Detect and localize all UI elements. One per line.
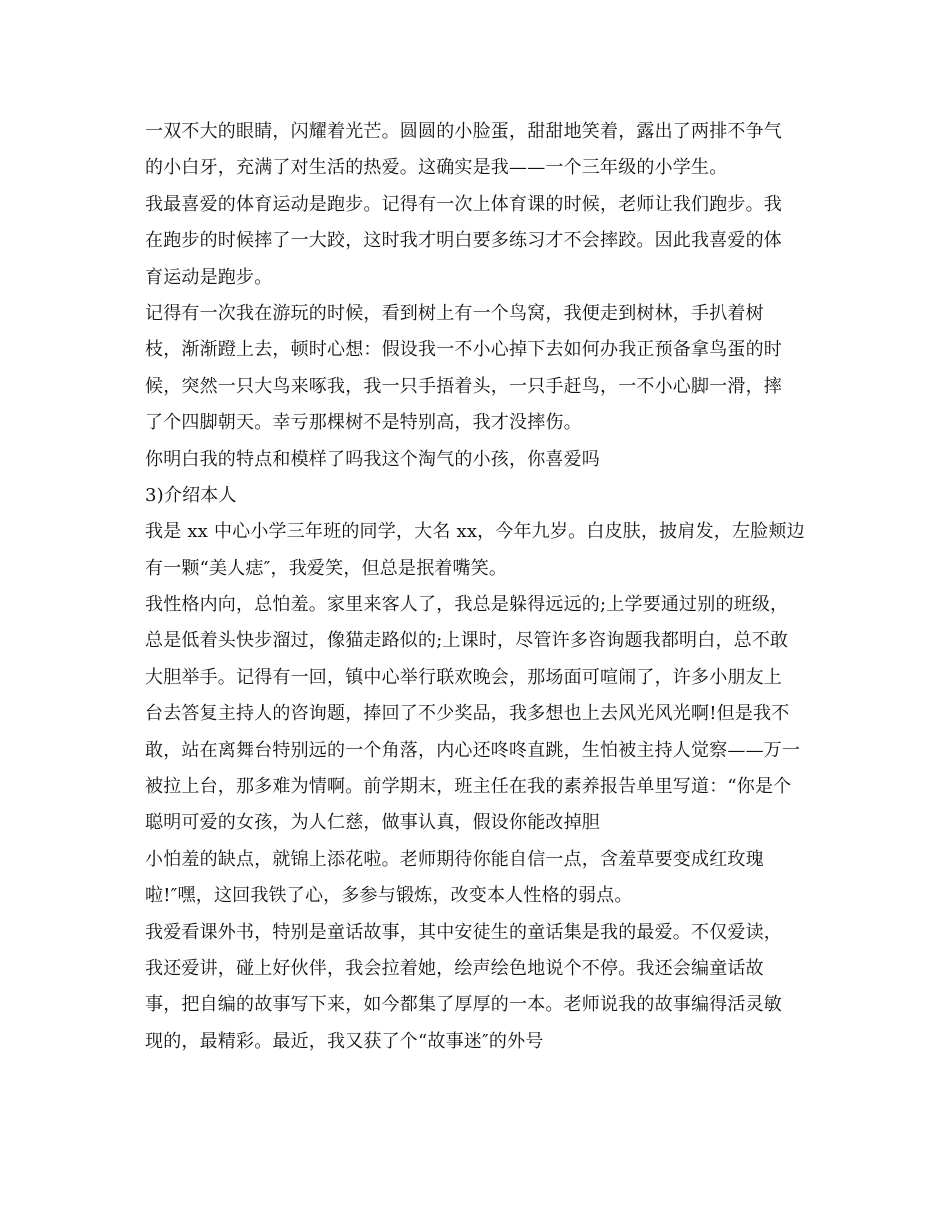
text-line: 台去答复主持人的咨询题，捧回了不少奖品，我多想也上去风光风光啊!但是我不 [145, 703, 790, 725]
text-line: 我爱看课外书，特别是童话故事，其中安徒生的童话集是我的最爱。不仅爱读， [145, 921, 782, 943]
text-line: 现的，最精彩。最近，我又获了个“故事迷″的外号 [145, 1030, 544, 1052]
text-line: 敢，站在离舞台特别远的一个角落，内心还咚咚直跳，生怕被主持人觉察——万一 [145, 739, 801, 761]
text-line: 育运动是跑步。 [145, 266, 273, 288]
text-line: 大胆举手。记得有一回，镇中心举行联欢晚会，那场面可喧闹了，许多小朋友上 [145, 666, 782, 688]
text-line: 被拉上台，那多难为情啊。前学期末，班主任在我的素养报告单里写道：“你是个 [145, 776, 792, 798]
text-line: 总是低着头快步溜过，像猫走路似的;上课时，尽管许多咨询题我都明白，总不敢 [145, 630, 789, 652]
text-line: 了个四脚朝天。幸亏那棵树不是特别高，我才没摔伤。 [145, 412, 582, 434]
text-line: 候，突然一只大鸟来啄我，我一只手捂着头，一只手赶鸟，一不小心脚一滑，摔 [145, 375, 782, 397]
text-line: 我是 xx 中心小学三年班的同学，大名 xx，今年九岁。白皮肤，披肩发，左脸颊边 [145, 521, 805, 543]
text-line: 啦!″嘿，这回我铁了心，多参与锻炼，改变本人性格的弱点。 [145, 885, 633, 907]
text-line: 枝，渐渐蹬上去，顿时心想：假设我一不小心掉下去如何办我正预备拿鸟蛋的时 [145, 339, 782, 361]
text-line: 在跑步的时候摔了一大跤，这时我才明白要多练习才不会摔跤。因此我喜爱的体 [145, 230, 782, 252]
text-line: 我性格内向，总怕羞。家里来客人了，我总是躲得远远的;上学要通过别的班级， [145, 594, 789, 616]
section-heading: 3)介绍本人 [145, 484, 237, 506]
document-body [145, 114, 825, 1060]
text-line: 我最喜爱的体育运动是跑步。记得有一次上体育课的时候，老师让我们跑步。我 [145, 193, 782, 215]
text-line: 聪明可爱的女孩，为人仁慈，做事认真，假设你能改掉胆 [145, 812, 600, 834]
text-line: 有一颗“美人痣″，我爱笑，但总是抿着嘴笑。 [145, 557, 508, 579]
text-line: 你明白我的特点和模样了吗我这个淘气的小孩，你喜爱吗 [145, 448, 600, 470]
text-line: 的小白牙，充满了对生活的热爱。这确实是我——一个三年级的小学生。 [145, 157, 728, 179]
text-line: 一双不大的眼睛，闪耀着光芒。圆圆的小脸蛋，甜甜地笑着，露出了两排不争气 [145, 121, 782, 142]
text-line: 我还爱讲，碰上好伙伴，我会拉着她，绘声绘色地说个不停。我还会编童话故 [145, 957, 764, 979]
text-line: 小怕羞的缺点，就锦上添花啦。老师期待你能自信一点，含羞草要变成红玫瑰 [145, 848, 764, 870]
text-line: 记得有一次我在游玩的时候，看到树上有一个鸟窝，我便走到树林，手扒着树 [145, 302, 764, 324]
text-line: 事，把自编的故事写下来，如今都集了厚厚的一本。老师说我的故事编得活灵敏 [145, 994, 782, 1016]
